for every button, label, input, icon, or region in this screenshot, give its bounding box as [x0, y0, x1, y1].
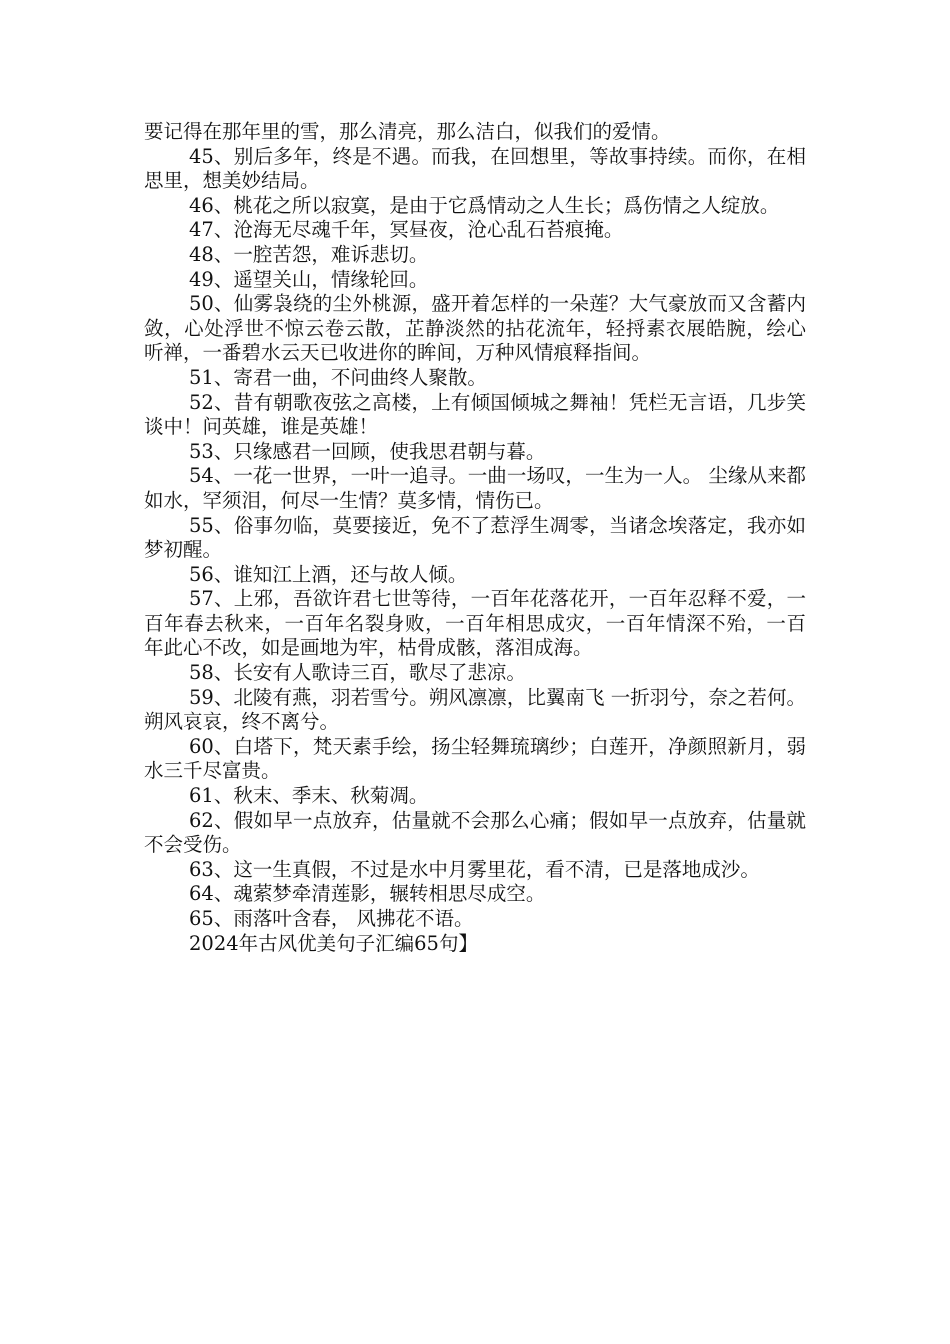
paragraph: 63、这一生真假，不过是水中月雾里花，看不清，已是落地成沙。 — [189, 857, 760, 881]
paragraph: 56、谁知江上酒，还与故人倾。 — [189, 562, 468, 586]
paragraph: 53、只缘感君一回顾，使我思君朝与暮。 — [189, 439, 546, 463]
paragraph: 62、假如早一点放弃，估量就不会那么心痛；假如早一点放弃，估量就不会受伤。 — [144, 808, 806, 857]
paragraph: 52、昔有朝歌夜弦之高楼，上有倾国倾城之舞袖！凭栏无言语，几步笑谈中！问英雄，谁是英雄！ — [144, 390, 806, 439]
paragraph: 60、白塔下，梵天素手绘，扬尘轻舞琉璃纱；白莲开，净颜照新月，弱水三千尽富贵。 — [144, 734, 806, 783]
paragraph: 要记得在那年里的雪，那么清亮，那么洁白，似我们的爱情。 — [144, 120, 671, 143]
paragraph: 51、寄君一曲，不问曲终人聚散。 — [189, 365, 487, 389]
document-footer-title: 2024年古风优美句子汇编65句】 — [189, 931, 478, 955]
paragraph: 49、遥望关山，情缘轮回。 — [189, 267, 429, 291]
document-body — [144, 120, 806, 956]
paragraph: 47、沧海无尽魂千年，冥昼夜，沧心乱石苔痕掩。 — [189, 218, 624, 242]
paragraph: 58、长安有人歌诗三百，歌尽了悲凉。 — [189, 661, 526, 685]
paragraph: 59、北陵有燕，羽若雪兮。朔风凛凛，比翼南飞 一折羽兮，奈之若何。朔风哀哀，终不离兮。 — [144, 685, 806, 734]
paragraph: 64、魂萦梦牵清莲影，辗转相思尽成空。 — [189, 882, 546, 906]
paragraph: 55、俗事勿临，莫要接近，免不了惹浮生凋零，当诸念埃落定，我亦如梦初醒。 — [144, 513, 806, 562]
paragraph: 54、一花一世界，一叶一追寻。一曲一场叹，一生为一人。 尘缘从来都如水，罕须泪，何尽一生情？莫多情，情伤已。 — [144, 464, 806, 512]
paragraph: 57、上邪，吾欲许君七世等待，一百年花落花开，一百年忍释不爱，一百年春去秋来，一百年名裂身败，一百年相思成灾，一百年情深不殆，一百年此心不改，如是画地为牢，枯骨成骸，落泪成海。 — [144, 587, 806, 660]
paragraph: 45、别后多年，终是不遇。而我，在回想里，等故事持续。而你，在相思里，想美妙结局。 — [144, 144, 806, 193]
paragraph: 65、雨落叶含春， 风拂花不语。 — [189, 907, 474, 930]
paragraph: 61、秋末、季末、秋菊凋。 — [189, 784, 429, 808]
paragraph: 48、一腔苦怨，难诉悲切。 — [189, 242, 429, 266]
paragraph: 46、桃花之所以寂寞，是由于它爲情动之人生长；爲伤情之人绽放。 — [189, 193, 780, 217]
paragraph: 50、仙雾袅绕的尘外桃源，盛开着怎样的一朵莲？大气豪放而又含蓄内敛，心处浮世不惊云卷云散，芷静淡然的拈花流年，轻捋素衣展皓腕，绘心听禅，一番碧水云天已收进你的眸间，万种风情痕释指间。 — [144, 292, 806, 365]
